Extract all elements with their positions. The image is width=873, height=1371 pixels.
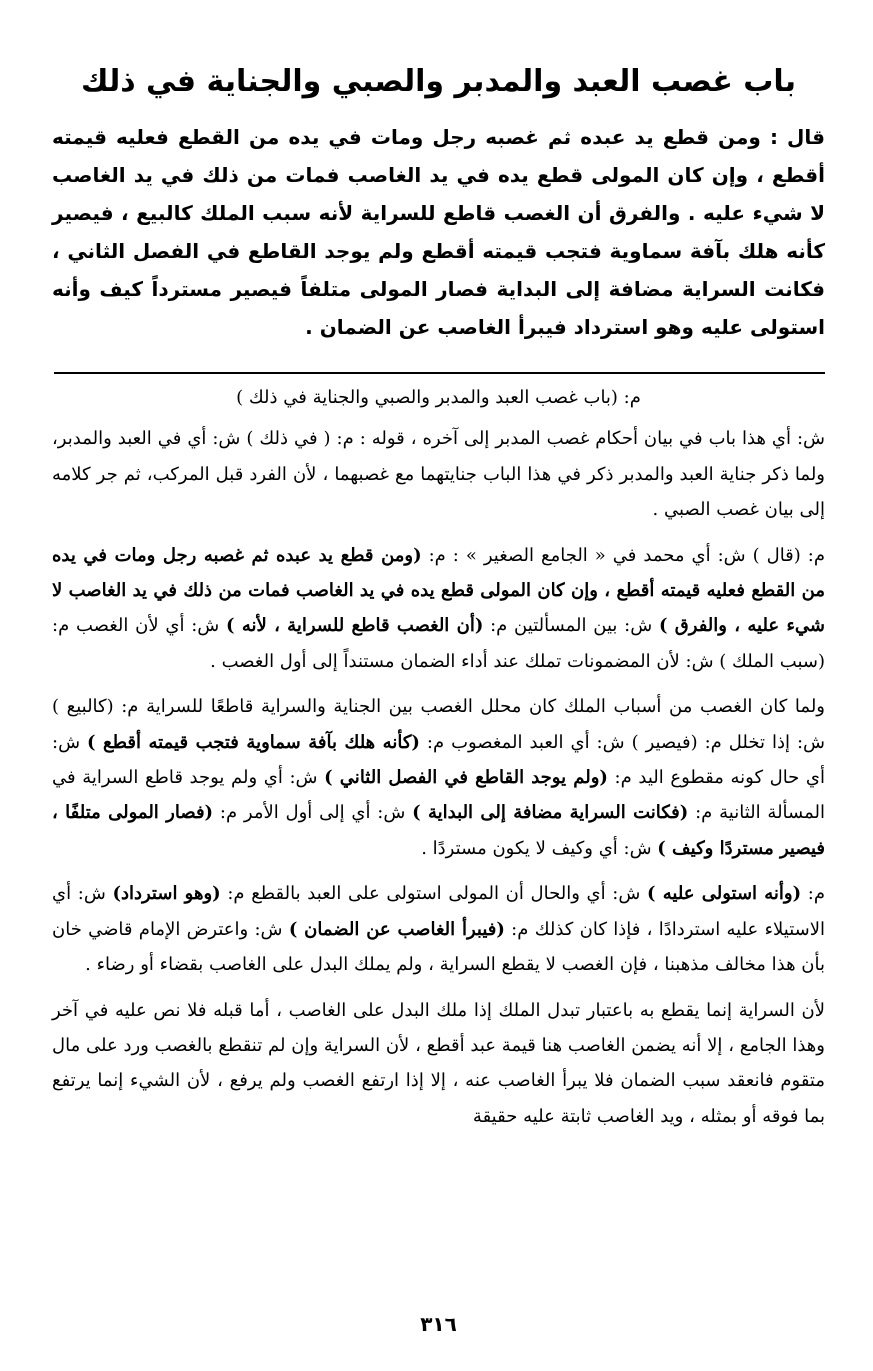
commentary-paragraph-1: ش: أي هذا باب في بيان أحكام غصب المدبر إلى آخره ، قوله : م: ( في ذلك ) ش: أي في العبد والمدبر، ولما ذكر جناية العبد والمدبر ذكر في هذا الباب جنايتهما مع غصبهما ، لأن الفرد قبل المركب، ثم جر كلامه إلى بيان غصب الصبي . — [52, 428, 825, 521]
commentary-text: م: (قال ) ش: أي محمد في « الجامع الصغير » : م: — [421, 544, 825, 566]
commentary-paragraph-5: لأن السراية إنما يقطع به باعتبار تبدل الملك إذا ملك البدل على الغاصب ، أما قبله فلا نص عليه في آخر وهذا الجامع ، إلا أنه يضمن الغاصب هنا قيمة عبد أقطع ، لأن السراية وإن لم تنقطع بالغصب ورد على مال متقوم فانعقد سبب الضمان فلا يبرأ الغاصب عنه ، إلا إذا ارتفع الغصب ولم يرفع ، لأن الشيء إنما يرتفع بما فوقه أو بمثله ، ويد الغاصب ثابتة عليه حقيقة — [52, 999, 825, 1127]
matn-quote: (ومن قطع يد عبده ثم غصبه رجل ومات في يده من القطع فعليه قيمته أقطع ، وإن كان المولى قطع يده في يد الغاصب فمات من ذلك في يد الغاصب لا شيء عليه ، والفرق ) — [52, 544, 826, 637]
chapter-title: باب غصب العبد والمدبر والصبي والجناية في ذلك — [81, 64, 796, 99]
commentary-text: ش: أي وكيف لا يكون مستردًا . — [421, 837, 658, 859]
matn-quote: (أن الغصب قاطع للسراية ، لأنه ) — [226, 615, 484, 637]
page-number: ٣١٦ — [420, 1312, 457, 1336]
commentary-text: ش: بين المسألتين م: — [483, 615, 659, 637]
commentary-text: ش: أي إلى أول الأمر م: — [213, 802, 413, 824]
separator-rule — [54, 372, 825, 374]
commentary-paragraph-4 — [52, 876, 825, 982]
matn-quote: (فصار المولى متلفًا ، فيصير مستردًا وكيف ) — [52, 802, 825, 859]
commentary-text: ش: أي حال كونه مقطوع اليد م: — [52, 731, 826, 789]
matn-quote: (وهو استرداد) — [112, 883, 221, 905]
commentary-text: م: — [801, 883, 825, 905]
commentary — [52, 380, 825, 1144]
commentary-paragraph-3 — [52, 689, 825, 866]
commentary-text: ش: أي الاستيلاء عليه استردادًا ، فإذا كان كذلك م: — [52, 883, 825, 940]
main-text: قال : ومن قطع يد عبده ثم غصبه رجل ومات في يده من القطع فعليه قيمته أقطع ، وإن كان المولى قطع يده في يد الغاصب فمات من ذلك في يد الغاصب لا شيء عليه . والفرق أن الغصب قاطع للسراية لأنه سبب الملك كالبيع ، فيصير كأنه هلك بآفة سماوية فتجب قيمته أقطع ولم يوجد القاطع في الفصل الثاني ، فكانت السراية مضافة إلى البداية فصار المولى متلفاً فيصير مسترداً كيف وأنه استولى عليه وهو استرداد فيبرأ الغاصب عن الضمان . — [52, 125, 825, 339]
matn-quote: (فيبرأ الغاصب عن الضمان ) — [288, 918, 505, 940]
matn-quote: (وأنه استولى عليه ) — [647, 883, 802, 905]
commentary-paragraph-2 — [52, 538, 825, 680]
commentary-text: ش: أي لأن الغصب م: (سبب الملك ) ش: لأن المضمونات تملك عند أداء الضمان مستنداً إلى أول الغصب . — [52, 615, 825, 672]
matn-quote: (ولم يوجد القاطع في الفصل الثاني ) — [324, 767, 608, 789]
matn-quote: (كأنه هلك بآفة سماوية فتجب قيمته أقطع ) — [87, 731, 420, 753]
commentary-heading: م: (باب غصب العبد والمدبر والصبي والجناية في ذلك ) — [236, 387, 641, 408]
commentary-text: ش: واعترض الإمام قاضي خان بأن هذا مخالف مذهبنا ، فإن الغصب لا يقطع السراية ، ولم يملك البدل على الغاصب بقضاء أو رضاء . — [52, 918, 825, 976]
commentary-text: ولما كان الغصب من أسباب الملك كان محلل الغصب بين الجناية والسراية قاطعًا للسراية م: (كالبيع ) ش: إذا تخلل م: (فيصير ) ش: أي العبد المغصوب م: — [52, 696, 825, 753]
commentary-text: ش: أي ولم يوجد قاطع السراية في المسألة الثانية م: — [52, 767, 825, 824]
book-page — [52, 0, 825, 1371]
matn-quote: (فكانت السراية مضافة إلى البداية ) — [412, 802, 689, 824]
commentary-text: ش: أي والحال أن المولى استولى على العبد بالقطع م: — [220, 883, 648, 905]
